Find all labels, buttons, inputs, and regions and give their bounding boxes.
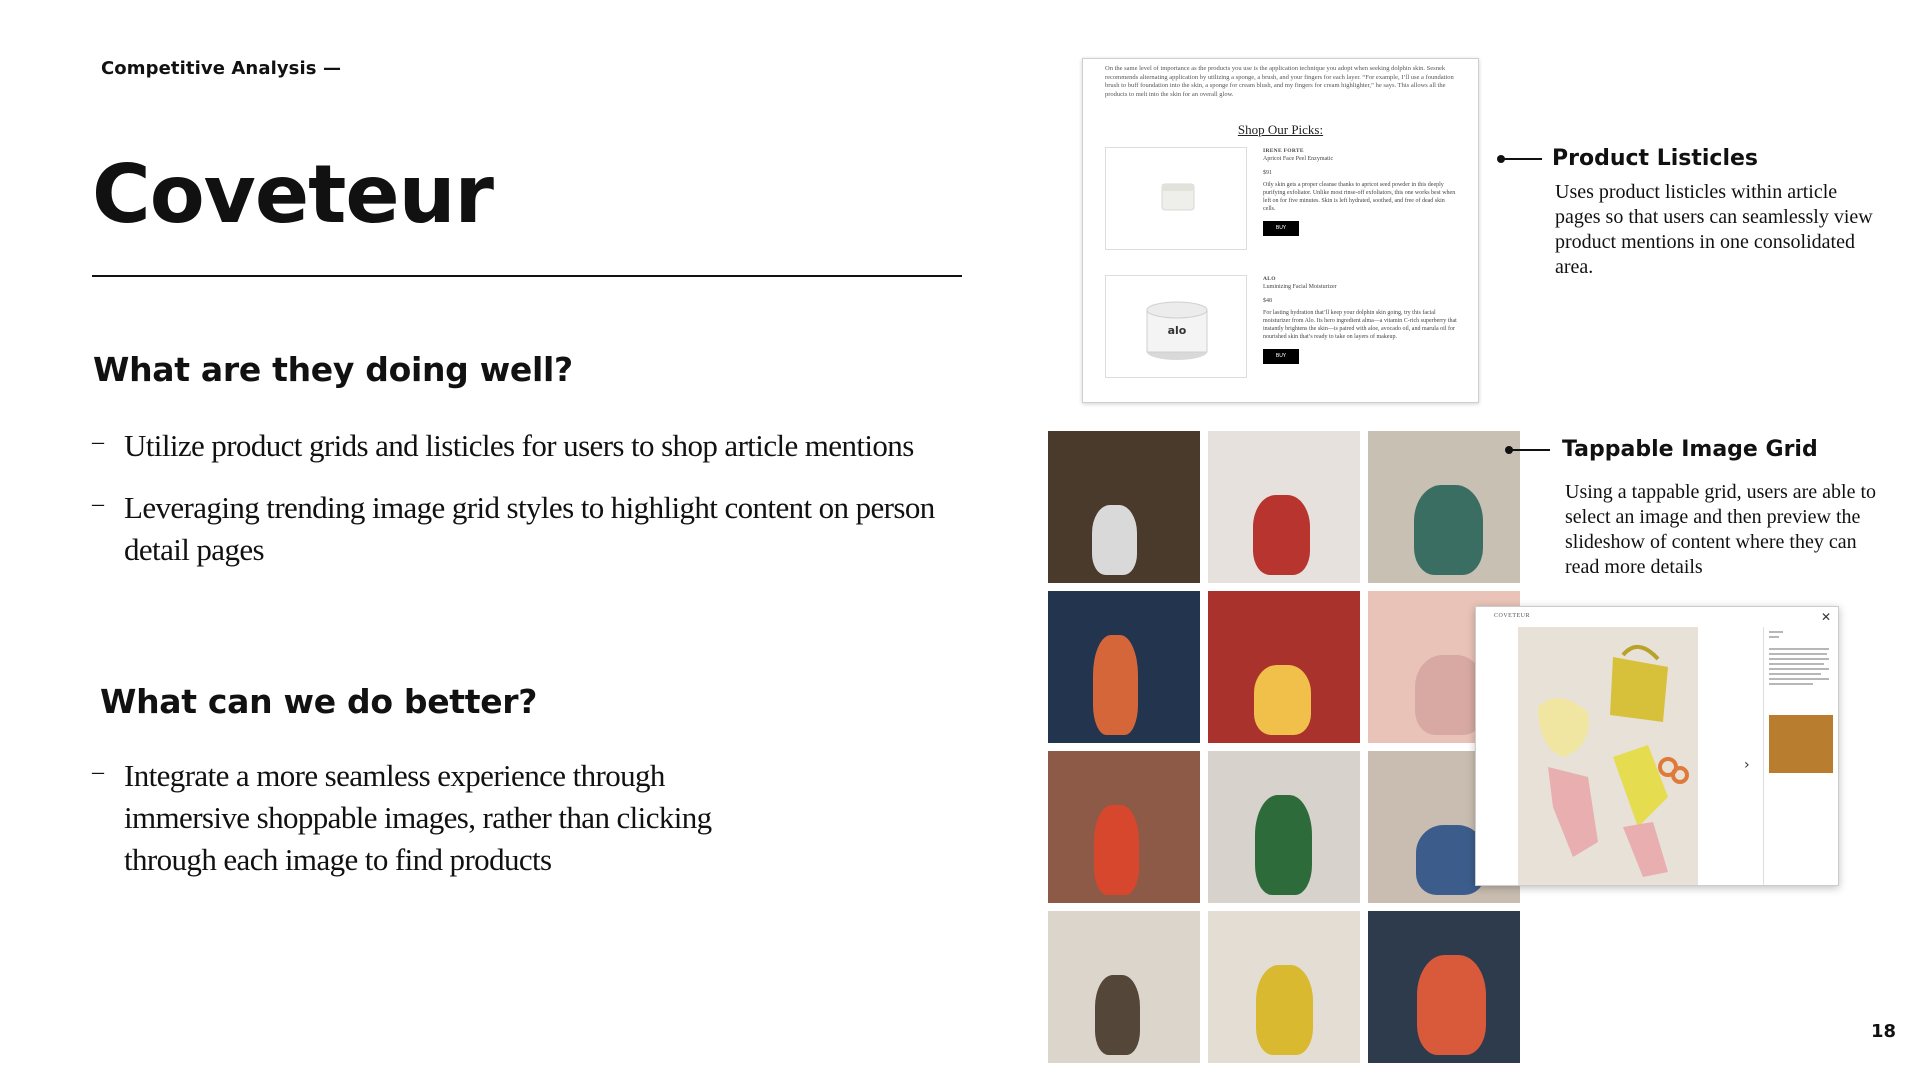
product-price: $91 — [1263, 170, 1272, 176]
related-article-thumbnail[interactable] — [1769, 715, 1833, 773]
grid-image-tile[interactable] — [1048, 911, 1200, 1063]
slideshow-photo[interactable] — [1518, 627, 1698, 885]
product-brand: IRENE FORTE — [1263, 148, 1304, 154]
modal-side-divider — [1763, 627, 1764, 885]
product-card — [1105, 275, 1460, 380]
product-image[interactable] — [1105, 147, 1247, 250]
grid-image-tile[interactable] — [1208, 751, 1360, 903]
product-description: Oily skin gets a proper cleanse thanks to apricot seed powder in this deeply purifying exfoliator. Unlike most rinse-off exfoliators, this one works best when left on for five minutes. Skin is left hydrated, soothed, and free of dead skin cells. — [1263, 182, 1456, 212]
photo-subject — [1417, 955, 1486, 1055]
photo-subject — [1254, 665, 1311, 735]
grid-image-tile[interactable] — [1048, 431, 1200, 583]
callout-connector — [1500, 158, 1542, 160]
dash-marker: – — [92, 759, 104, 785]
product-name: Apricot Face Peel Enzymatic — [1263, 156, 1334, 162]
photo-subject — [1414, 485, 1483, 575]
grid-image-tile[interactable] — [1048, 591, 1200, 743]
grid-image-tile[interactable] — [1048, 751, 1200, 903]
photo-subject — [1253, 495, 1310, 575]
product-brand: ALO — [1263, 276, 1276, 282]
product-info — [1263, 275, 1458, 364]
grid-image-tile[interactable] — [1368, 911, 1520, 1063]
jar-label: alo — [1167, 324, 1187, 337]
doing-well-list — [92, 425, 942, 591]
section-heading-doing-well: What are they doing well? — [93, 350, 573, 389]
photo-subject — [1094, 805, 1139, 895]
product-description: For lasting hydration that’ll keep your dolphin skin going, try this facial moisturizer from Alo. Its hero ingredient alma—a vitamin C-rich superberry that instantly brightens the skin—is paired with aloe, avocado oil, and marula oil for nourished skin that’s ready to take on layers of makeup. — [1263, 310, 1457, 340]
product-info — [1263, 147, 1458, 236]
chevron-right-icon[interactable]: › — [1744, 757, 1750, 773]
image-grid — [1048, 431, 1522, 905]
product-tube-icon — [1106, 148, 1248, 251]
product-price: $48 — [1263, 298, 1272, 304]
bullet-text: Leveraging trending image grid styles to highlight content on person detail pages — [124, 490, 935, 567]
product-jar-icon — [1106, 276, 1248, 379]
photo-subject — [1092, 505, 1137, 575]
product-card — [1105, 147, 1460, 252]
buy-button[interactable]: BUY — [1263, 221, 1299, 236]
buy-button[interactable]: BUY — [1263, 349, 1299, 364]
list-item — [92, 487, 942, 571]
grid-image-tile[interactable] — [1208, 431, 1360, 583]
callout-text-image-grid: Using a tappable grid, users are able to select an image and then preview the slideshow of content where they can read more details — [1565, 481, 1877, 578]
grid-image-tile[interactable] — [1208, 591, 1360, 743]
callout-text-listicles: Uses product listicles within article pages so that users can seamlessly view product mentions in one consolidated area. — [1555, 181, 1873, 278]
do-better-list — [92, 755, 712, 901]
photo-subject — [1255, 795, 1312, 895]
callout-title-listicles: Product Listicles — [1552, 146, 1759, 171]
callout-connector — [1508, 449, 1550, 451]
callout-title-image-grid: Tappable Image Grid — [1562, 437, 1818, 462]
close-icon[interactable]: ✕ — [1820, 610, 1831, 624]
photo-subject — [1093, 635, 1138, 735]
slideshow-modal — [1475, 606, 1839, 886]
modal-brand-logo: COVETEUR — [1494, 613, 1530, 619]
list-item — [92, 425, 942, 467]
modal-side-text — [1769, 631, 1831, 688]
photo-subject — [1415, 655, 1484, 735]
bullet-text: Utilize product grids and listicles for users to shop article mentions — [124, 428, 914, 463]
listicle-intro-text: On the same level of importance as the products you use is the application technique you adopt when seeking dolphin skin. Sesnek recommends alternating application by utilizing a sponge, a brush, and your fingers for each layer. “For example, I’ll use a foundation brush to buff foundation into the skin, a sponge for cream blush, and my fingers for cream highlighter,” he says. This allows all the products to melt into the skin for an overall glow. — [1105, 65, 1454, 98]
product-image[interactable] — [1105, 275, 1247, 378]
grid-image-tile[interactable] — [1208, 911, 1360, 1063]
grid-image-tile[interactable] — [1368, 431, 1520, 583]
bullet-text: Integrate a more seamless experience through immersive shoppable images, rather than clicking through each image to find products — [124, 758, 712, 877]
eyebrow-label: Competitive Analysis — — [101, 58, 342, 79]
dash-marker: – — [92, 429, 104, 455]
title-divider — [92, 275, 962, 277]
product-name: Luminizing Facial Moisturizer — [1263, 284, 1337, 290]
photo-subject — [1256, 965, 1313, 1055]
page-number: 18 — [1871, 1021, 1897, 1042]
photo-subject — [1095, 975, 1140, 1055]
list-item — [92, 755, 712, 881]
dash-marker: – — [92, 491, 104, 517]
shoes-bag-photo — [1518, 627, 1698, 885]
shop-our-picks-heading[interactable]: Shop Our Picks: — [1237, 122, 1324, 137]
section-heading-do-better: What can we do better? — [100, 682, 538, 721]
page-title: Coveteur — [92, 148, 493, 241]
listicle-screenshot — [1082, 58, 1479, 403]
